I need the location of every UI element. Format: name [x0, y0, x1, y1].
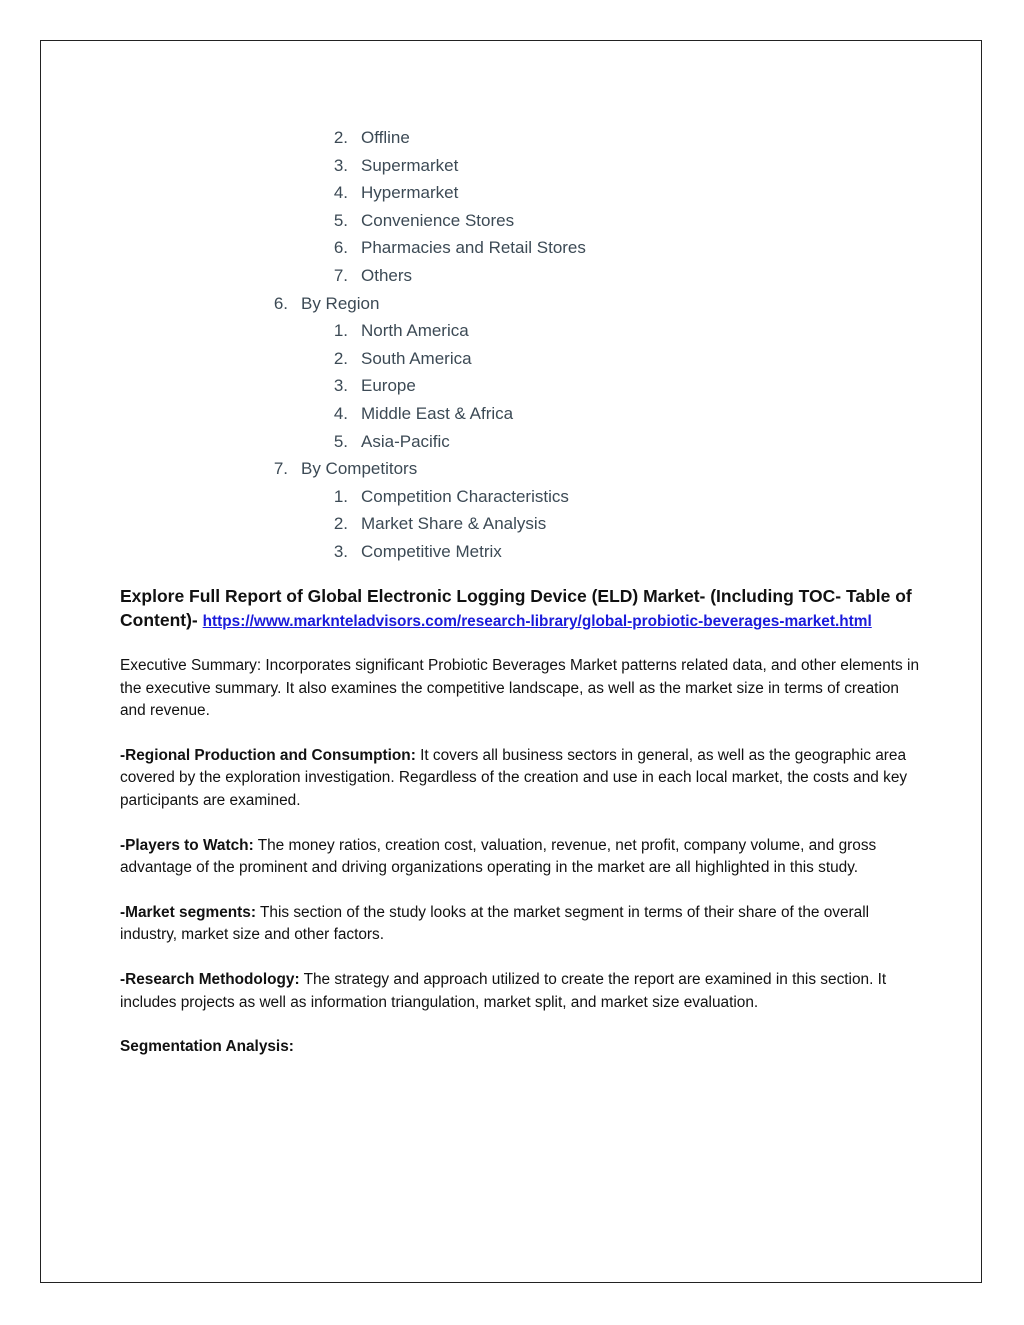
toc-item: [0, 290, 1024, 318]
toc-item: [0, 483, 1024, 511]
methodology-label: -Research Methodology:: [120, 970, 300, 988]
market-segments-text: This section of the study looks at the market segment in terms of their share of the overall industry, market size and other factors.: [120, 903, 870, 944]
toc-item-number: 2.: [333, 348, 348, 368]
toc-item: [0, 124, 1024, 152]
players-text: The money ratios, creation cost, valuation, revenue, net profit, company volume, and gross advantage of the prominent and driving organizations operating in the market are all highlighted in this study.: [120, 836, 877, 877]
toc-item-number: 1.: [333, 321, 348, 341]
toc-item: [0, 400, 1024, 428]
toc-item-number: 4.: [333, 183, 348, 203]
toc-item-number: 3.: [333, 155, 348, 175]
regional-paragraph: [120, 745, 920, 813]
document-body: [120, 584, 920, 1059]
toc-item-label: Middle East & Africa: [361, 403, 514, 423]
toc-item-label: Convenience Stores: [361, 210, 515, 230]
toc-item-label: Europe: [361, 376, 416, 396]
executive-summary-paragraph: Executive Summary: Incorporates significant Probiotic Beverages Market patterns related data, and other elements in the executive summary. It also examines the competitive landscape, as well as the market size in terms of creation and revenue.: [120, 657, 920, 720]
toc-item-label: Others: [361, 265, 413, 285]
toc-item-number: 5.: [333, 431, 348, 451]
market-segments-paragraph: [120, 902, 920, 947]
toc-item: [0, 510, 1024, 538]
toc-item-label: Competition Characteristics: [361, 486, 569, 506]
toc-item-label: South America: [361, 348, 472, 368]
players-label: -Players to Watch:: [120, 836, 254, 854]
toc-item-number: 2.: [333, 128, 348, 147]
toc-item-number: 1.: [333, 486, 348, 506]
toc-item: [0, 372, 1024, 400]
toc-item-label: North America: [361, 321, 469, 341]
toc-item-label: Asia-Pacific: [361, 431, 450, 451]
toc-item-number: 7.: [333, 265, 348, 285]
table-of-contents-list: [0, 124, 1024, 566]
toc-item: [0, 179, 1024, 207]
toc-item-number: 6.: [333, 238, 348, 258]
toc-item-label: Market Share & Analysis: [361, 514, 547, 534]
toc-item: [0, 455, 1024, 483]
toc-item-number: 6.: [273, 293, 288, 313]
players-paragraph: [120, 835, 920, 880]
toc-item: [0, 234, 1024, 262]
toc-item-number: 5.: [333, 210, 348, 230]
methodology-paragraph: [120, 969, 920, 1014]
regional-label: -Regional Production and Consumption:: [120, 746, 416, 764]
segmentation-heading: Segmentation Analysis:: [120, 1038, 294, 1056]
toc-item-number: 4.: [333, 403, 348, 423]
toc-item-number: 3.: [333, 376, 348, 396]
toc-item: [0, 152, 1024, 180]
toc-item-label: Supermarket: [361, 155, 459, 175]
toc-item-label: Competitive Metrix: [361, 541, 502, 561]
toc-item-number: 7.: [273, 459, 288, 479]
toc-item: [0, 317, 1024, 345]
toc-item-label: By Region: [301, 293, 380, 313]
regional-text: It covers all business sectors in general, as well as the geographic area covered by the exploration investigation. Regardless of the creation and use in each local market, the costs and key participants are examined.: [120, 746, 908, 809]
market-segments-label: -Market segments:: [120, 903, 256, 921]
explore-full-report: [120, 584, 920, 634]
toc-item: [0, 262, 1024, 290]
toc-item-number: 2.: [333, 514, 348, 534]
report-link[interactable]: https://www.marknteladvisors.com/research-library/global-probiotic-beverages-market.html: [202, 613, 872, 630]
toc-item-label: Pharmacies and Retail Stores: [361, 238, 586, 258]
toc-item: [0, 345, 1024, 373]
toc-item-label: Hypermarket: [361, 183, 459, 203]
toc-item-label: By Competitors: [301, 459, 418, 479]
toc-item-number: 3.: [333, 541, 348, 561]
methodology-text: The strategy and approach utilized to create the report are examined in this section. It includes projects as well as information triangulation, market split, and market size evaluation.: [120, 970, 887, 1011]
toc-item: [0, 428, 1024, 456]
toc-item: [0, 538, 1024, 566]
toc-item-label: Offline: [361, 128, 410, 147]
toc-item: [0, 207, 1024, 235]
explore-heading: Explore Full Report of Global Electronic Logging Device (ELD) Market- (Including TOC- Table of Content)-: [120, 586, 912, 630]
